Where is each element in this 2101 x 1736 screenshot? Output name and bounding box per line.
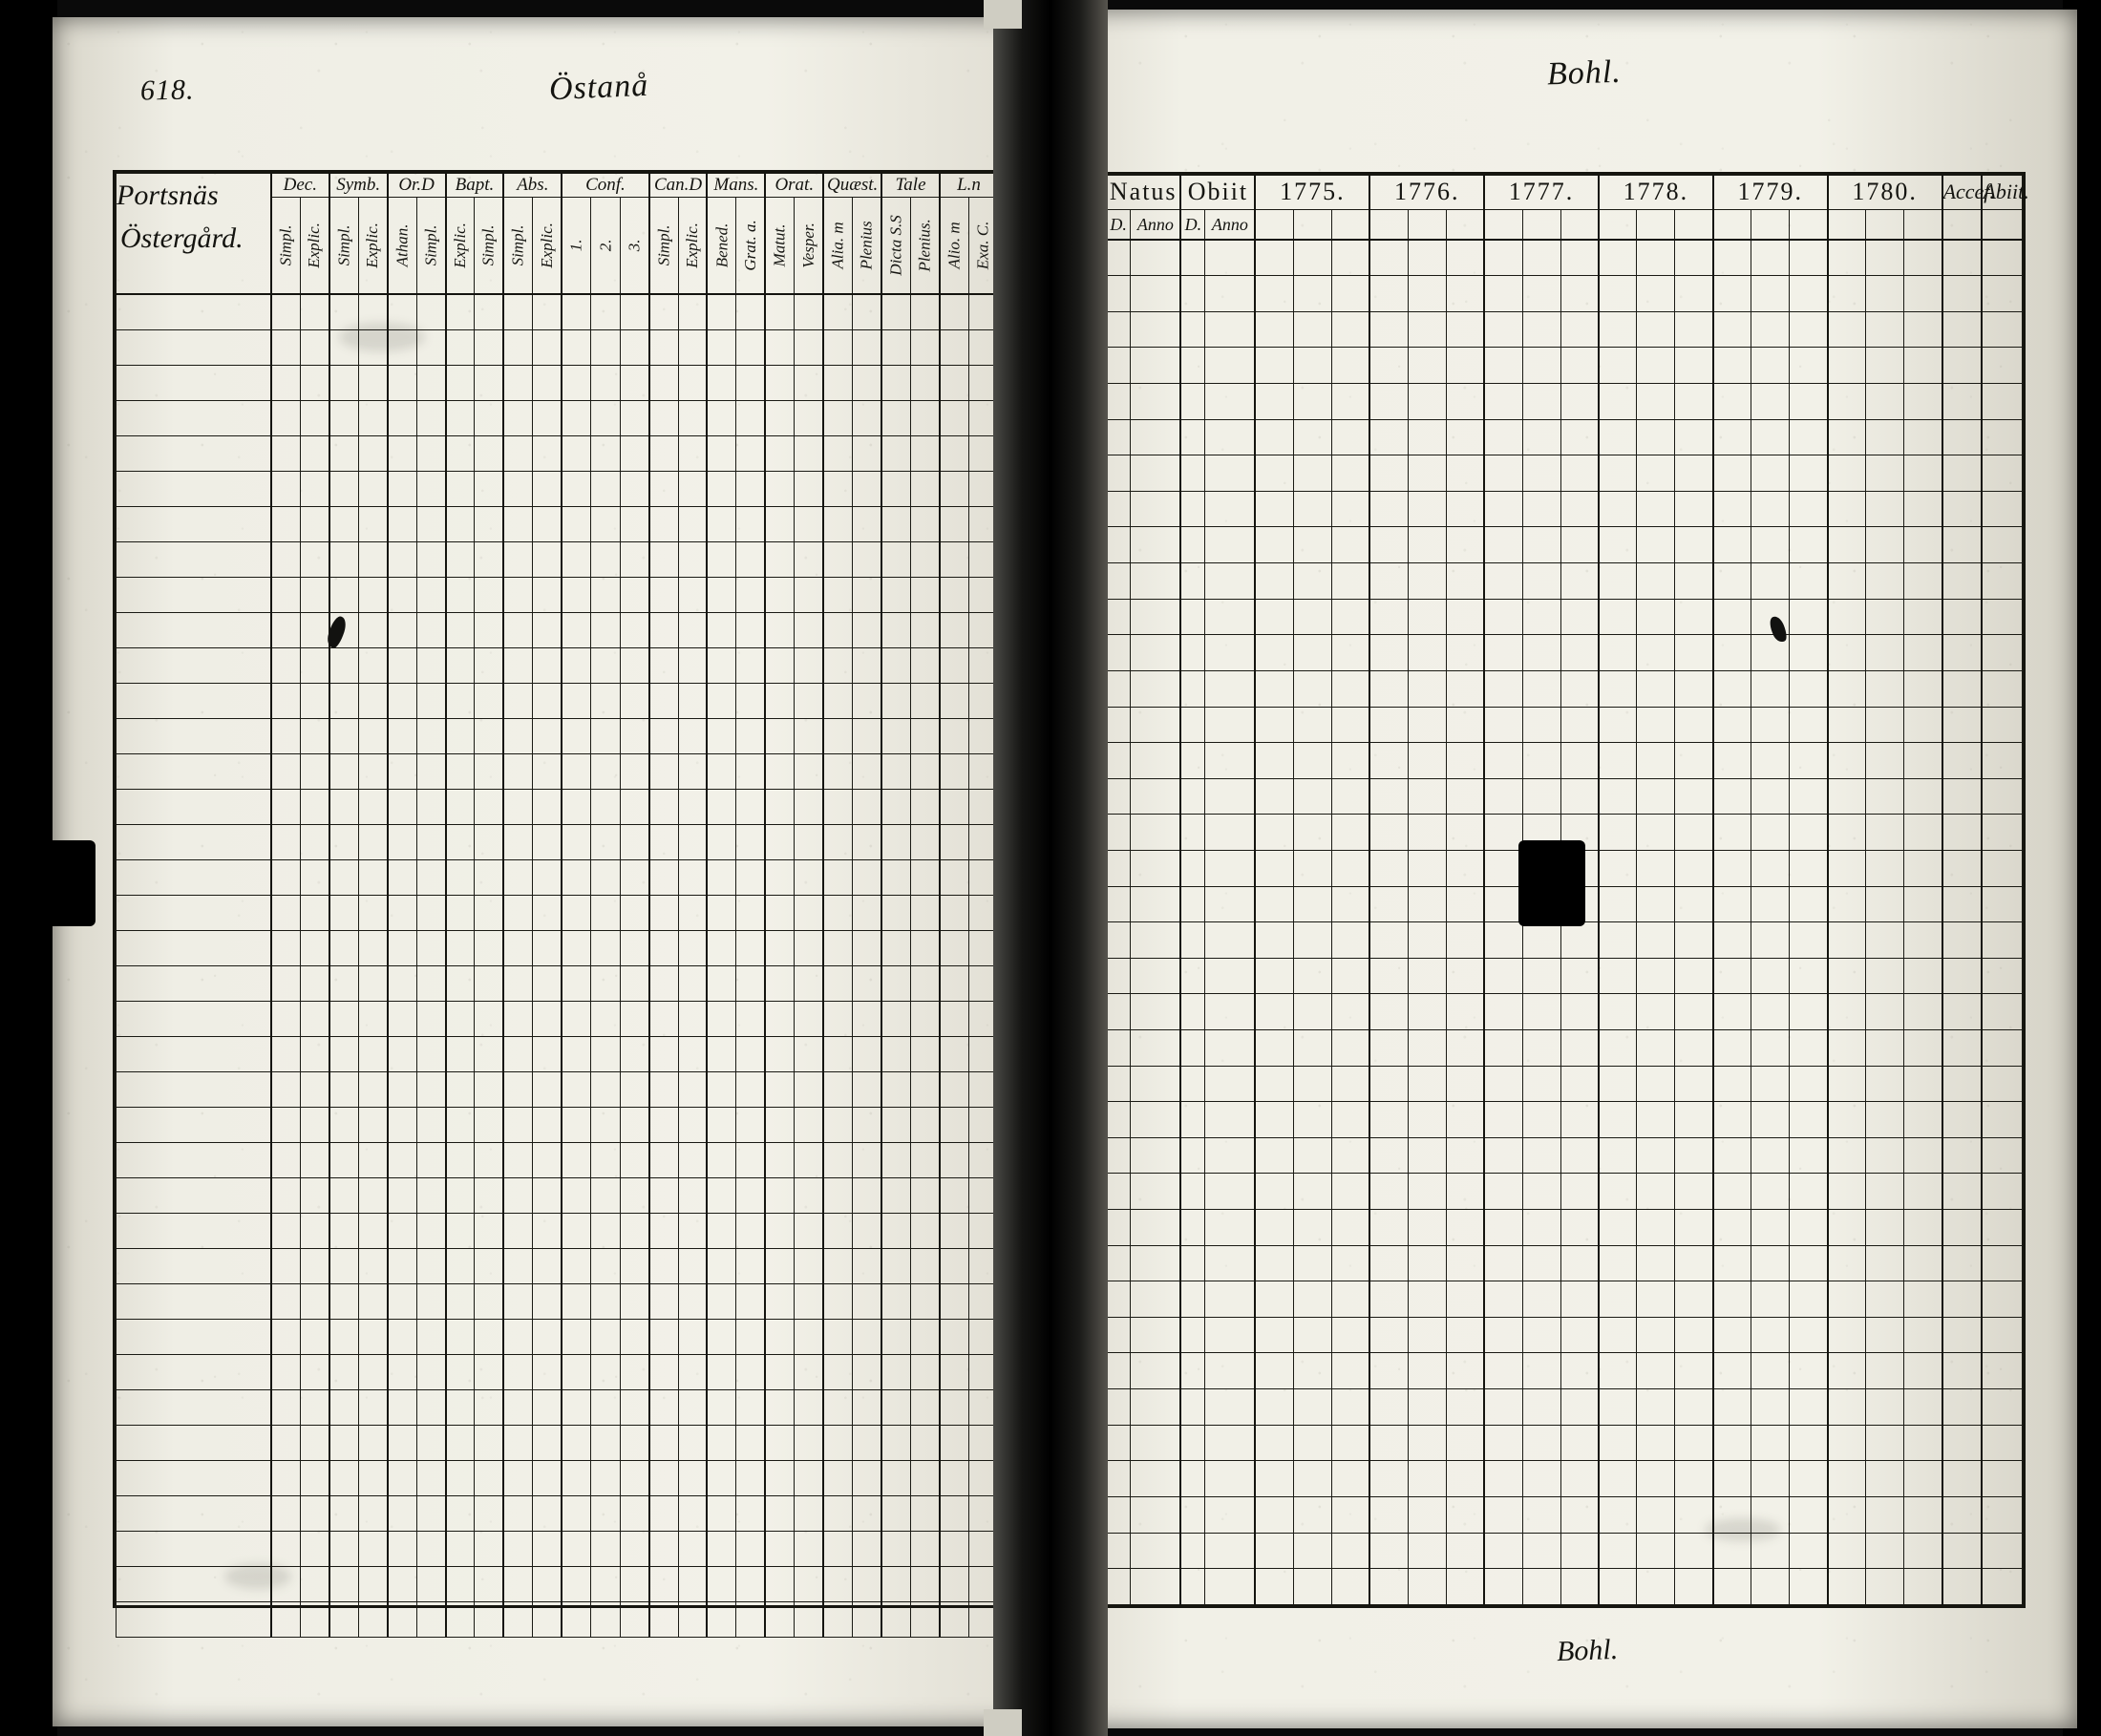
book-spine [993, 0, 1108, 1736]
table-row [1107, 1137, 2023, 1174]
table-row [117, 1213, 999, 1248]
subcol-symb-simpl: Simpl. [329, 198, 358, 295]
subcol-dec-simpl: Simpl. [271, 198, 300, 295]
subcol-orat-matut: Matut. [765, 198, 794, 295]
table-row [1107, 240, 2023, 276]
table-row [117, 435, 999, 471]
subcol-quaest-aliam: Alia. m [823, 198, 852, 295]
table-row [117, 577, 999, 612]
table-row [117, 1248, 999, 1283]
table-row [117, 859, 999, 895]
table-row [1107, 1174, 2023, 1210]
table-row [117, 294, 999, 329]
subcol-ln-aliam: Alio. m [940, 198, 968, 295]
colgroup-bapt: Bapt. [446, 174, 504, 198]
subcol-symb-explic: Explic. [358, 198, 387, 295]
colgroup-quaest: Quæst. [823, 174, 881, 198]
table-row [1107, 563, 2023, 600]
colgroup-mans: Mans. [707, 174, 765, 198]
right-page-header: Bohl. [1546, 53, 1623, 93]
table-row [1107, 419, 2023, 455]
table-row [1107, 1281, 2023, 1318]
table-row [1107, 491, 2023, 527]
subcol-ord-athan: Athan. [388, 198, 416, 295]
table-row [117, 329, 999, 365]
table-row [117, 753, 999, 789]
colgroup-ord: Or.D [388, 174, 446, 198]
subcol-tale-dicta: Dicta S.S [881, 198, 910, 295]
table-row [117, 718, 999, 753]
subcol-cand-explic: Explic. [678, 198, 707, 295]
left-register-table [113, 170, 1002, 1608]
table-row [1107, 276, 2023, 312]
table-row [1107, 1496, 2023, 1533]
table-row [117, 1107, 999, 1142]
table-row [117, 1142, 999, 1177]
subcol-conf-1: 1. [562, 198, 590, 295]
table-row [1107, 311, 2023, 348]
colgroup-year-1779: 1779. [1713, 176, 1828, 210]
subcol-mans-bened: Bened. [707, 198, 735, 295]
table-row [117, 506, 999, 541]
subcol-orat-vesper: Vesper. [795, 198, 823, 295]
table-row [117, 1601, 999, 1637]
subcol-ord-simpl: Simpl. [416, 198, 445, 295]
subcol-obiit-anno: Anno [1205, 209, 1256, 240]
table-row [117, 365, 999, 400]
colgroup-cand: Can.D [649, 174, 708, 198]
colgroup-abiit: Abiit. [1982, 176, 2022, 210]
colgroup-year-1775: 1775. [1255, 176, 1369, 210]
table-row [1107, 778, 2023, 815]
colgroup-ln: L.n [940, 174, 998, 198]
colgroup-natus: Natus [1107, 176, 1181, 210]
subcol-abs-simpl: Simpl. [503, 198, 532, 295]
colgroup-symb: Symb. [329, 174, 388, 198]
table-row [117, 400, 999, 435]
table-row [1107, 1569, 2023, 1605]
page-clamp-right [1518, 840, 1585, 926]
page-clamp-left [29, 840, 96, 926]
table-row [117, 683, 999, 718]
colgroup-year-1777: 1777. [1484, 176, 1599, 210]
left-table-grid [116, 173, 999, 1638]
left-header-row-groups [117, 174, 999, 198]
table-row [1107, 1210, 2023, 1246]
colgroup-accessit: Accef. [1942, 176, 1983, 210]
table-row [117, 1177, 999, 1213]
subcol-bapt-simpl: Simpl. [475, 198, 503, 295]
subcol-bapt-explic: Explic. [446, 198, 475, 295]
table-row [117, 895, 999, 930]
table-row [1107, 994, 2023, 1030]
subcol-tale-plenius: Plenius. [911, 198, 940, 295]
subcol-natus-anno: Anno [1131, 209, 1181, 240]
table-row [117, 1566, 999, 1601]
table-row [117, 930, 999, 965]
table-row [117, 1354, 999, 1389]
right-header-row-subs [1107, 209, 2023, 240]
table-row [1107, 1389, 2023, 1426]
table-row [1107, 1030, 2023, 1067]
table-row [117, 647, 999, 683]
table-row [1107, 958, 2023, 994]
table-row [117, 824, 999, 859]
subcol-natus-d: D. [1107, 209, 1131, 240]
subcol-conf-2: 2. [591, 198, 620, 295]
subcol-ln-exac: Exa. C. [968, 198, 998, 295]
table-row [1107, 1245, 2023, 1281]
table-row [1107, 1317, 2023, 1353]
left-page-header: Östanå [548, 67, 649, 108]
table-row [1107, 743, 2023, 779]
table-row [1107, 670, 2023, 707]
table-row [117, 1036, 999, 1071]
table-row [1107, 455, 2023, 492]
parish-name-line2: Östergård. [120, 222, 244, 254]
right-page-footer: Bohl. [1556, 1633, 1619, 1668]
table-row [117, 1283, 999, 1319]
table-row [117, 1071, 999, 1107]
colgroup-abs: Abs. [503, 174, 562, 198]
colgroup-orat: Orat. [765, 174, 823, 198]
spine-clip-bottom [984, 1709, 1022, 1736]
colgroup-tale: Tale [881, 174, 940, 198]
subcol-conf-3: 3. [620, 198, 648, 295]
table-row [1107, 635, 2023, 671]
table-row [1107, 384, 2023, 420]
table-row [1107, 1425, 2023, 1461]
table-row [1107, 1533, 2023, 1569]
subcol-obiit-d: D. [1180, 209, 1204, 240]
table-row [1107, 1066, 2023, 1102]
table-row [117, 612, 999, 647]
subcol-abs-explic: Explic. [533, 198, 562, 295]
colgroup-dec: Dec. [271, 174, 329, 198]
colgroup-obiit: Obiit [1180, 176, 1255, 210]
table-row [117, 1425, 999, 1460]
colgroup-year-1776: 1776. [1369, 176, 1484, 210]
table-row [1107, 1461, 2023, 1497]
colgroup-year-1778: 1778. [1599, 176, 1713, 210]
table-row [1107, 348, 2023, 384]
subcol-dec-explic: Explic. [300, 198, 329, 295]
table-row [1107, 922, 2023, 959]
table-row [1107, 527, 2023, 563]
table-row [117, 789, 999, 824]
subcol-quaest-plenius: Plenius [853, 198, 881, 295]
subcol-mans-grata: Grat. a. [736, 198, 765, 295]
table-row [1107, 599, 2023, 635]
table-row [117, 1001, 999, 1036]
folio-number: 618. [139, 74, 195, 107]
parish-name-cell [117, 174, 271, 295]
table-row [117, 1389, 999, 1425]
table-row [117, 541, 999, 577]
table-row [1107, 1353, 2023, 1389]
table-row [1107, 707, 2023, 743]
colgroup-conf: Conf. [562, 174, 648, 198]
table-row [117, 1495, 999, 1531]
table-row [117, 471, 999, 506]
table-row [117, 1531, 999, 1566]
colgroup-year-1780: 1780. [1828, 176, 1942, 210]
table-row [117, 965, 999, 1001]
table-row [1107, 1102, 2023, 1138]
right-header-row-groups [1107, 176, 2023, 210]
table-row [117, 1460, 999, 1495]
spine-clip-top [984, 0, 1022, 29]
subcol-cand-simpl: Simpl. [649, 198, 678, 295]
parish-name-line1: Portsnäs [117, 180, 219, 211]
table-row [117, 1319, 999, 1354]
